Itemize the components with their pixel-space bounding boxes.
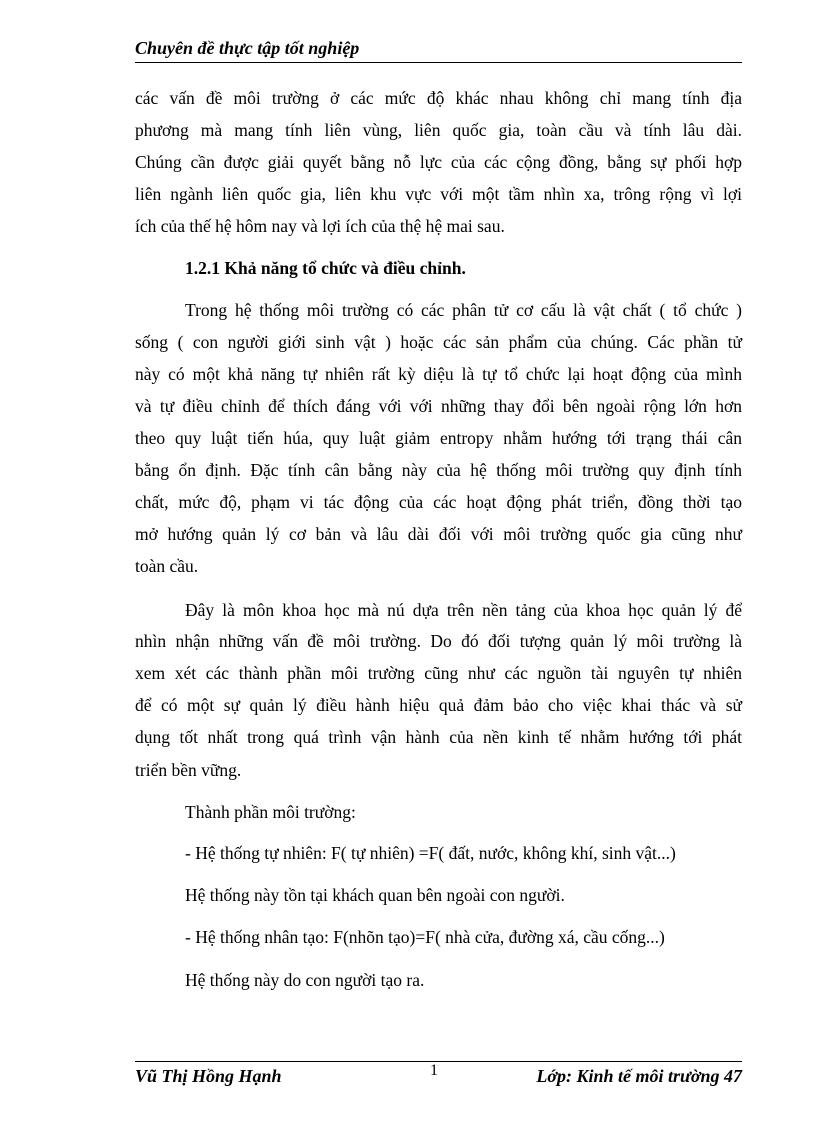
paragraph-line: Đây là môn khoa học mà nú dựa trên nền tảng của khoa học quản lý để <box>185 600 742 620</box>
paragraph-line: liên ngành liên quốc gia, liên khu vực với một tầm nhìn xa, trông rộng vì lợi <box>135 184 742 204</box>
paragraph-line: theo quy luật tiến húa, quy luật giảm entropy nhằm hướng tới trạng thái cân <box>135 428 742 448</box>
paragraph-line: mở hướng quản lý cơ bản và lâu dài đối với môi trường quốc gia cũng như <box>135 524 742 544</box>
footer-author: Vũ Thị Hồng Hạnh <box>135 1066 282 1086</box>
component-note: Hệ thống này tồn tại khách quan bên ngoài con người. <box>185 885 565 905</box>
paragraph-line: chất, mức độ, phạm vi tác động của các hoạt động phát triển, đồng thời tạo <box>135 492 742 512</box>
page-number: 1 <box>430 1062 438 1079</box>
component-item: - Hệ thống nhân tạo: F(nhõn tạo)=F( nhà cửa, đường xá, cầu cống...) <box>185 927 665 947</box>
paragraph-line: toàn cầu. <box>135 556 199 576</box>
paragraph-line: phương mà mang tính liên vùng, liên quốc gia, toàn cầu và tính lâu dài. <box>135 120 742 140</box>
paragraph-line: sống ( con người giới sinh vật ) hoặc các sản phẩm của chúng. Các phần tử <box>135 332 742 352</box>
paragraph-line: Chúng cần được giải quyết bằng nỗ lực của các cộng đồng, bằng sự phối hợp <box>135 152 742 172</box>
paragraph-line: Trong hệ thống môi trường có các phân tử cơ cấu là vật chất ( tổ chức ) <box>185 300 742 320</box>
paragraph-line: triển bền vững. <box>135 760 242 780</box>
paragraph-line: và tự điều chỉnh để thích đáng với với những thay đổi bên ngoài rộng lớn hơn <box>135 396 742 416</box>
paragraph-line: các vấn đề môi trường ở các mức độ khác nhau không chỉ mang tính địa <box>135 88 742 108</box>
paragraph-line: nhìn nhận những vấn đề môi trường. Do đó đối tượng quản lý môi trường là <box>135 631 742 651</box>
paragraph-line: bằng ổn định. Đặc tính cân bằng này của hệ thống môi trường quy định tính <box>135 460 742 480</box>
paragraph-line: ích của thế hệ hôm nay và lợi ích của thệ hệ mai sau. <box>135 216 505 236</box>
running-header-title: Chuyên đề thực tập tốt nghiệp <box>135 38 360 58</box>
header-rule <box>135 62 742 63</box>
components-title: Thành phần môi trường: <box>185 802 356 822</box>
component-item: - Hệ thống tự nhiên: F( tự nhiên) =F( đất, nước, không khí, sinh vật...) <box>185 843 676 863</box>
section-heading: 1.2.1 Khả năng tổ chức và điều chỉnh. <box>185 258 466 278</box>
footer-class: Lớp: Kinh tế môi trường 47 <box>536 1066 742 1086</box>
component-note: Hệ thống này do con người tạo ra. <box>185 970 425 990</box>
footer-rule <box>135 1061 742 1062</box>
paragraph-line: này có một khả năng tự nhiên rất kỳ diệu là tự tổ chức lại hoạt động của mình <box>135 364 742 384</box>
paragraph-line: xem xét các thành phần môi trường cũng như các nguồn tài nguyên tự nhiên <box>135 663 742 683</box>
paragraph-line: để có một sự quản lý điều hành hiệu quả đảm bảo cho việc khai thác và sử <box>135 695 742 715</box>
paragraph-line: dụng tốt nhất trong quá trình vận hành của nền kinh tế nhằm hướng tới phát <box>135 727 742 747</box>
